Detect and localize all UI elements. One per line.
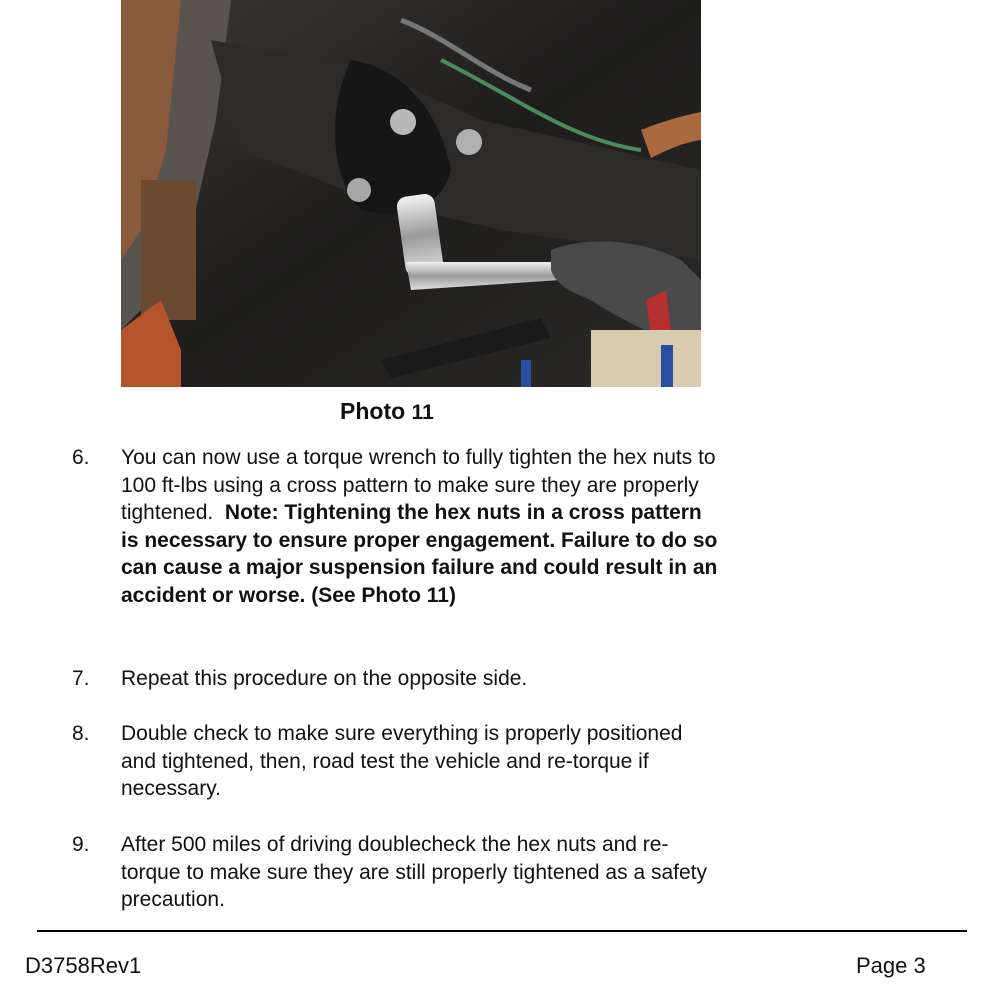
photo-caption-label: Photo	[340, 398, 406, 424]
photo-11-image	[121, 0, 701, 387]
step-text: Repeat this procedure on the opposite side.	[121, 667, 528, 690]
photo-caption	[340, 398, 434, 425]
photo-caption-number: 11	[411, 401, 434, 424]
page-number: Page 3	[856, 953, 926, 978]
step-number: 9.	[72, 833, 90, 856]
step-warning-note: Note: Tightening the hex nuts in a cross pattern is necessary to ensure proper engagement. Failure to do so can cause a major suspension failure and could result in an accident or worse. (See Photo 11)	[121, 501, 718, 607]
step-number: 6.	[72, 446, 90, 469]
footer-divider	[37, 930, 967, 932]
step-text: Double check to make sure everything is properly positioned and tightened, then, road test the vehicle and re-torque if necessary.	[121, 722, 683, 800]
step-text: After 500 miles of driving doublecheck the hex nuts and re-torque to make sure they are still properly tightened as a safety precaution.	[121, 833, 707, 911]
document-id: D3758Rev1	[25, 953, 142, 978]
step-text	[121, 444, 721, 609]
step-number: 7.	[72, 667, 90, 690]
step-body: You can now use a torque wrench to fully tighten the hex nuts to 100 ft-lbs using a cross pattern to make sure they are properly tightened.	[121, 446, 716, 524]
step-number: 8.	[72, 722, 90, 745]
